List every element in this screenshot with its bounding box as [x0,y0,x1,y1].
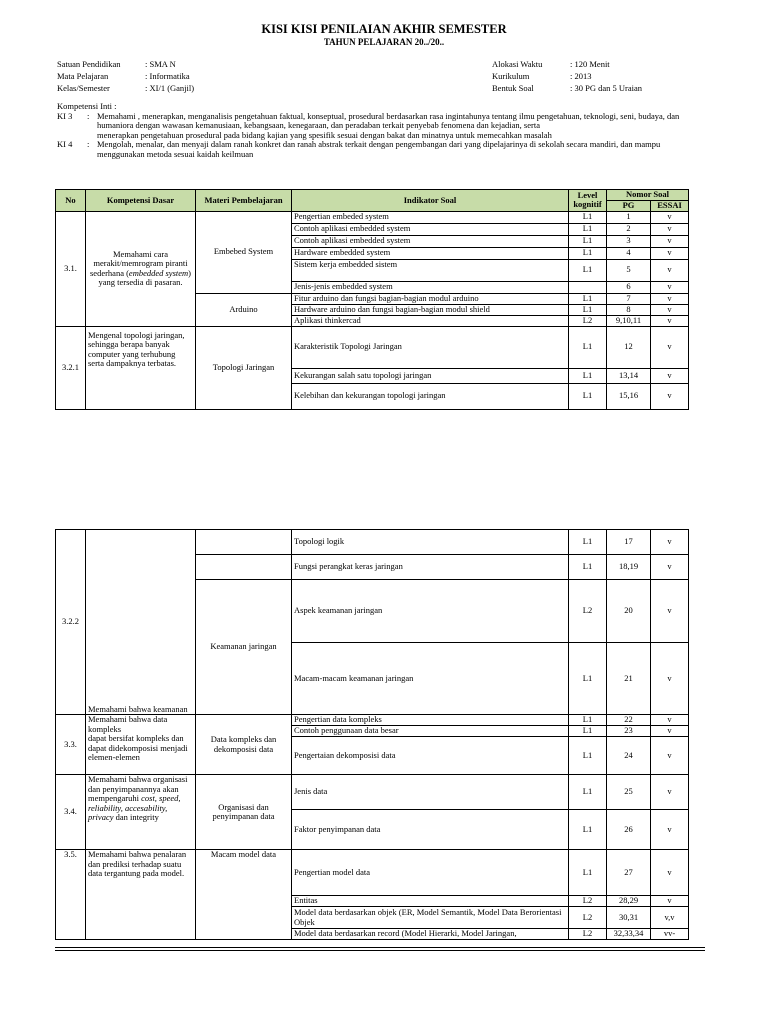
level-cell: L1 [569,715,607,726]
pg-cell: 23 [607,726,651,737]
level-cell: L2 [569,896,607,907]
ki3-text: Memahami , menerapkan, menganalisis pengetahuan faktual, konseptual, prosedural berdasarkan rasa ingintahunya tentang ilmu pengetahuan, teknologi, seni, budaya, dan [97,110,680,121]
info-label: Alokasi Waktu [492,59,543,69]
level-cell: L1 [569,368,607,383]
table-row [56,211,689,223]
materi-cell: Organisasi dan penyimpanan data [196,775,292,850]
essai-cell: v [651,555,689,580]
pg-cell: 32,33,34 [607,929,651,940]
essai-cell: v [651,211,689,223]
header-kompetensi-dasar: Kompetensi Dasar [86,190,196,212]
table-row [56,850,689,896]
kompetensi-heading: Kompetensi Inti : [57,101,117,111]
materi-cell-empty [196,530,292,555]
indikator-cell: Karakteristik Topologi Jaringan [292,326,569,368]
kd-text-italic: embedded system [128,267,189,278]
kd-text [86,211,196,326]
level-cell: L1 [569,304,607,315]
pg-cell: 9,10,11 [607,315,651,326]
level-cell: L1 [569,259,607,281]
indikator-cell: Faktor penyimpanan data [292,810,569,850]
kd-number: 3.4. [56,775,86,850]
essai-cell: v [651,580,689,643]
level-cell: L2 [569,907,607,929]
indikator-cell: Pengertian embeded system [292,211,569,223]
indikator-cell: Contoh penggunaan data besar [292,726,569,737]
ki3-text-cont: humaniora dengan wawasan kemanusiaan, kebangsaan, kenegaraan, dan peradaban terkait penyebab fenomena dan kejadian, serta [97,120,540,130]
kd-text: Memahami bahwa keamanan [86,530,196,715]
table-row [56,530,689,555]
indikator-cell: Model data berdasarkan objek (ER, Model Semantik, Model Data Berorientasi Objek [292,907,569,929]
level-cell: L1 [569,737,607,775]
pg-cell: 18,19 [607,555,651,580]
kd-text: Mengenal topologi jaringan, sehingga berapa banyak computer yang terhubung serta dampaknya terbatas. [86,326,196,409]
essai-cell: v [651,259,689,281]
level-cell: L1 [569,726,607,737]
materi-cell: Keamanan jaringan [196,580,292,715]
kd-text-part: ) yang tersedia di pasaran. [98,267,192,287]
level-cell: L1 [569,223,607,235]
ki-colon: : [87,139,90,149]
indikator-cell: Contoh aplikasi embedded system [292,223,569,235]
essai-cell: v [651,304,689,315]
level-cell: L1 [569,530,607,555]
materi-cell: Data kompleks dan dekomposisi data [196,715,292,775]
kd-text-italic: cost, speed, reliability, accesability, privacy [88,793,181,822]
kd-number: 3.2.1 [56,326,86,409]
essai-cell: v [651,715,689,726]
info-left [57,58,194,94]
essai-cell: v [651,293,689,304]
level-cell [569,281,607,293]
essai-cell: v [651,810,689,850]
indikator-cell: Model data berdasarkan record (Model Hierarki, Model Jaringan, [292,929,569,940]
info-label: Kurikulum [492,71,530,81]
level-cell: L1 [569,775,607,810]
pg-cell: 13,14 [607,368,651,383]
essai-cell: v [651,775,689,810]
kompetensi-inti [57,102,717,159]
info-value: : SMA N [145,59,176,69]
pg-cell: 22 [607,715,651,726]
pg-cell: 27 [607,850,651,896]
level-cell: L1 [569,850,607,896]
essai-cell: vv- [651,929,689,940]
essai-cell: v [651,850,689,896]
kd-text-part: dan integrity [113,812,159,822]
kd-text-garbled: Memahami bahwa data kompleks [88,714,168,734]
header-pg: PG [607,201,651,212]
level-cell: L2 [569,315,607,326]
info-label: Kelas/Semester [57,83,110,93]
indikator-cell: Jenis data [292,775,569,810]
document-title: KISI KISI PENILAIAN AKHIR SEMESTER [261,22,507,36]
header-no: No [56,190,86,212]
table-row [56,775,689,810]
pg-cell: 28,29 [607,896,651,907]
indikator-cell: Macam-macam keamanan jaringan [292,643,569,715]
indikator-cell: Pengertian data kompleks [292,715,569,726]
essai-cell: v [651,315,689,326]
indikator-cell: Jenis-jenis embedded system [292,281,569,293]
ki3-code: KI 3 [57,110,73,121]
kd-number: 3.2.2 [56,530,86,715]
pg-cell: 24 [607,737,651,775]
table-row [56,715,689,726]
table-row [56,326,689,368]
indikator-cell: Sistem kerja embedded sistem [292,259,569,281]
essai-cell: v [651,281,689,293]
indikator-cell: Pengertian model data [292,850,569,896]
kisi-table-1 [55,189,689,410]
pg-cell: 2 [607,223,651,235]
document-subtitle: TAHUN PELAJARAN 20../20.. [323,37,445,47]
essai-cell: v,v [651,907,689,929]
level-cell: L1 [569,235,607,247]
essai-cell: v [651,326,689,368]
pg-cell: 21 [607,643,651,715]
level-cell: L1 [569,326,607,368]
ki3-text-cont: menerapkan pengetahuan prosedural pada bidang kajian yang spesifik sesuai dengan bakat dan minatnya untuk memecahkan masalah [97,129,552,140]
kd-text-part: Memahami bahwa organisasi dan penyimpanannya akan mempengaruhi [88,774,188,803]
pg-cell: 1 [607,211,651,223]
essai-cell: v [651,383,689,409]
materi-cell: Arduino [196,293,292,326]
pg-cell: 6 [607,281,651,293]
level-cell: L1 [569,247,607,259]
kd-number: 3.3. [56,715,86,775]
kd-text-part: dapat bersifat kompleks dan dapat didekomposisi menjadi elemen-elemen [88,733,188,762]
kd-number: 3.5. [56,850,86,940]
info-label: Bentuk Soal [492,83,534,93]
info-label: Mata Pelajaran [57,71,109,81]
essai-cell: v [651,247,689,259]
info-value: : XI/1 (Ganjil) [145,83,195,93]
pg-cell: 8 [607,304,651,315]
header-nomor-soal: Nomor Soal [607,190,689,201]
page-bottom-rule [55,947,705,951]
kd-text [86,775,196,850]
level-cell: L2 [569,580,607,643]
info-value: : Informatika [145,71,190,81]
kisi-table-2 [55,529,689,940]
info-right [492,58,642,94]
essai-cell: v [651,896,689,907]
ki4-text-cont: menggunakan metoda sesuai kaidah keilmuan [97,148,254,159]
level-cell: L1 [569,810,607,850]
kd-text: Memahami bahwa penalaran dan prediksi terhadap suatu data tergantung pada model. [86,850,196,940]
pg-cell: 25 [607,775,651,810]
header-materi: Materi Pembelajaran [196,190,292,212]
essai-cell: v [651,643,689,715]
kd-text [86,715,196,775]
pg-cell: 20 [607,580,651,643]
indikator-cell: Aspek keamanan jaringan [292,580,569,643]
level-cell: L1 [569,211,607,223]
indikator-cell: Contoh aplikasi embedded system [292,235,569,247]
essai-cell: v [651,530,689,555]
materi-cell-empty [196,555,292,580]
level-cell: L1 [569,383,607,409]
indikator-cell: Pengertaian dekomposisi data [292,737,569,775]
indikator-cell: Hardware embedded system [292,247,569,259]
pg-cell: 4 [607,247,651,259]
pg-cell: 5 [607,259,651,281]
info-label: Satuan Pendidikan [57,59,121,69]
indikator-cell: Fungsi perangkat keras jaringan [292,555,569,580]
pg-cell: 26 [607,810,651,850]
materi-cell: Macam model data [196,850,292,940]
indikator-cell: Aplikasi thinkercad [292,315,569,326]
essai-cell: v [651,368,689,383]
kd-number: 3.1. [56,211,86,326]
essai-cell: v [651,737,689,775]
pg-cell: 7 [607,293,651,304]
indikator-cell: Kekurangan salah satu topologi jaringan [292,368,569,383]
indikator-cell: Hardware arduino dan fungsi bagian-bagian modul shield [292,304,569,315]
header-essai: ESSAI [651,201,689,212]
header-indikator: Indikator Soal [292,190,569,212]
level-cell: L1 [569,555,607,580]
level-cell: L1 [569,643,607,715]
level-cell: L1 [569,293,607,304]
materi-cell: Embebed System [196,211,292,293]
level-cell: L2 [569,929,607,940]
essai-cell: v [651,726,689,737]
indikator-cell: Entitas [292,896,569,907]
indikator-cell: Kelebihan dan kekurangan topologi jaringan [292,383,569,409]
ki4-code: KI 4 [57,139,73,149]
pg-cell: 15,16 [607,383,651,409]
indikator-cell: Fitur arduino dan fungsi bagian-bagian modul arduino [292,293,569,304]
kd-text-part: Memahami cara merakit/memrogram piranti sederhana ( [89,248,188,278]
ki-colon: : [87,110,90,121]
pg-cell: 17 [607,530,651,555]
ki4-text: Mengolah, menalar, dan menyaji dalam ranah konkret dan ranah abstrak terkait dengan pengembangan dari yang dipelajarinya di sekolah secara mandiri, dan mampu [97,139,661,149]
materi-cell: Topologi Jaringan [196,326,292,409]
essai-cell: v [651,223,689,235]
essai-cell: v [651,235,689,247]
pg-cell: 30,31 [607,907,651,929]
info-value: : 30 PG dan 5 Uraian [570,83,643,93]
info-value: : 120 Menit [570,59,610,69]
header-level: Level kognitif [569,190,607,212]
pg-cell: 3 [607,235,651,247]
indikator-cell: Topologi logik [292,530,569,555]
info-value: : 2013 [570,71,592,81]
pg-cell: 12 [607,326,651,368]
